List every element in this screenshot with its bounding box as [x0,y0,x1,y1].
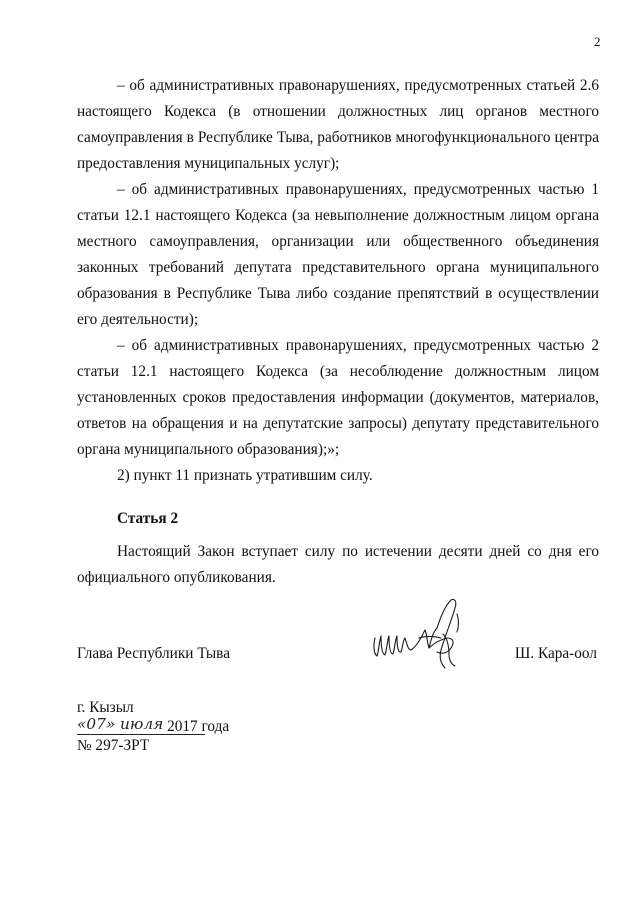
handwritten-signature [367,594,472,674]
article-2-text: Настоящий Закон вступает силу по истечении десяти дней со дня его официального опубликования. [77,543,599,586]
handwritten-date: «07» июля [77,715,164,733]
date-underline [77,734,205,735]
paragraph-point-11: 2) пункт 11 признать утратившим силу. [117,467,373,484]
page-number: 2 [594,34,601,49]
document-footer [77,698,229,755]
law-number: № 297-ЗРТ [77,737,150,754]
paragraph-article-12-1-part-1: – об административных правонарушениях, предусмотренных частью 1 статьи 12.1 настоящего Кодекса (за невыполнение должностным лицом органа местного самоуправления, организации или общественного объединения законных требований депутата представительного органа муниципального образования в Республике Тыва либо создание препятствий в осуществлении его деятельности); [77,181,599,328]
paragraph-article-2-6: – об административных правонарушениях, предусмотренных статьей 2.6 настоящего Кодекса (в отношении должностных лиц органов местного самоуправления в Республике Тыва, работников многофункционального центра предоставления муниципальных услуг); [77,77,599,172]
signing-date [77,717,229,736]
paragraph-article-12-1-part-2: – об административных правонарушениях, предусмотренных частью 2 статьи 12.1 настоящего Кодекса (за несоблюдение должностным лицом установленных сроков предоставления информации (документов, материалов, ответов на обращения и на депутатские запросы) депутату представительного органа муниципального образования);»; [77,337,599,458]
signature-block [77,640,599,680]
date-year: 2017 года [167,718,230,735]
article-2-body [77,539,599,591]
article-1-continuation [77,73,599,489]
place-of-signing: г. Кызыл [77,699,134,716]
article-2-heading: Статья 2 [117,510,179,527]
signatory-title: Глава Республики Тыва [77,645,230,662]
signatory-name: Ш. Кара-оол [514,645,597,662]
